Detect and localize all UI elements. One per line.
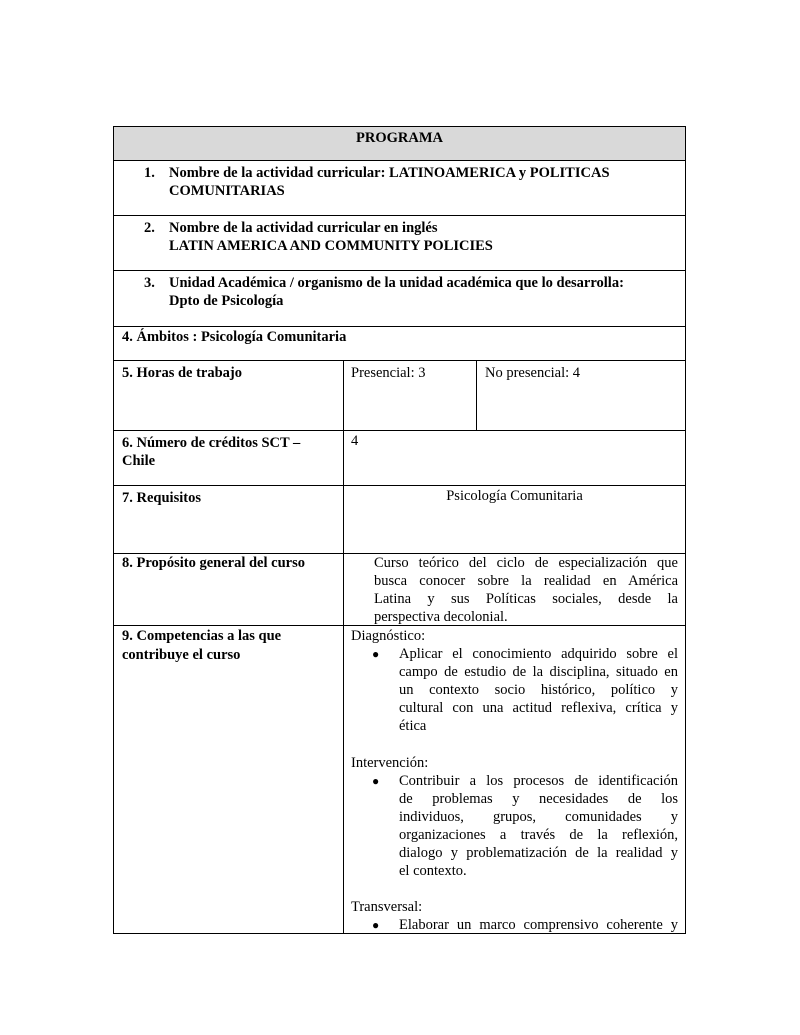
diagnostico-line: Aplicar el conocimiento adquirido sobre el [399,646,678,662]
no-presencial-value: No presencial: 4 [485,365,581,381]
bullet-icon: ● [372,774,380,788]
row-academic-unit [114,271,685,327]
intervencion-text [399,772,678,880]
row-requisitos [114,486,685,554]
bullet-icon: ● [372,647,380,661]
intervencion-line: de problemas y necesidades de los [399,791,678,807]
row-activity-name [114,161,685,216]
row-competencias [114,626,685,934]
presencial-cell [343,361,476,430]
academic-unit-value: Dpto de Psicología [169,293,284,309]
transversal-text [399,916,678,934]
creditos-label-line1: 6. Número de créditos SCT – [122,435,301,451]
proposito-line: Latina y sus Políticas sociales, desde la [374,591,678,607]
row-proposito [114,554,685,626]
diagnostico-line: cultural con una actitud reflexiva, crítica y [399,700,678,716]
proposito-line: Curso teórico del ciclo de especialización que [374,555,678,571]
transversal-heading: Transversal: [351,899,423,915]
diagnostico-line: un contexto socio histórico, político y [399,682,678,698]
ambitos-label: 4. Ámbitos : Psicología Comunitaria [122,329,347,345]
competencias-value-cell [343,626,685,934]
intervencion-line: Contribuir a los procesos de identificación [399,773,678,789]
creditos-label-line2: Chile [122,453,156,469]
header-row [114,127,685,161]
academic-unit-label: Unidad Académica / organismo de la unidad académica que lo desarrolla: [169,275,624,291]
row-activity-name-english [114,216,685,271]
diagnostico-heading: Diagnóstico: [351,628,426,644]
presencial-value: Presencial: 3 [351,365,426,381]
requisitos-label: 7. Requisitos [122,490,201,506]
proposito-label: 8. Propósito general del curso [122,555,305,571]
row-horas [114,361,685,431]
proposito-text [374,554,678,626]
no-presencial-cell [476,361,685,430]
proposito-line: perspectiva decolonial. [374,609,508,625]
diagnostico-text [399,645,678,735]
activity-name-line2: COMUNITARIAS [169,183,285,199]
intervencion-line: dialogo y problematización de la realidad y [399,845,678,861]
item-number: 3. [144,275,155,291]
proposito-value-cell [343,554,685,625]
transversal-line: Elaborar un marco comprensivo coherente y [399,917,678,933]
proposito-line: busca conocer sobre la realidad en América [374,573,678,589]
program-table [113,126,686,934]
diagnostico-line: campo de estudio de la disciplina, situado en [399,664,678,680]
table-title: PROGRAMA [356,130,443,146]
activity-name-english-value: LATIN AMERICA AND COMMUNITY POLICIES [169,238,493,254]
creditos-value: 4 [351,433,359,449]
diagnostico-line: ética [399,718,427,734]
competencias-label-line1: 9. Competencias a las que [122,628,282,644]
bullet-icon: ● [372,918,380,932]
item-number: 1. [144,165,155,181]
activity-name-line1: Nombre de la actividad curricular: LATINOAMERICA y POLITICAS [169,165,610,181]
intervencion-heading: Intervención: [351,755,429,771]
item-number: 2. [144,220,155,236]
intervencion-line: individuos, grupos, comunidades y [399,809,678,825]
intervencion-line: organizaciones a través de la reflexión, [399,827,678,843]
intervencion-line: el contexto. [399,863,467,879]
activity-name-english-label: Nombre de la actividad curricular en inglés [169,220,438,236]
requisitos-value-cell [343,486,685,553]
row-ambitos [114,327,685,361]
requisitos-value: Psicología Comunitaria [446,488,583,504]
competencias-label-line2: contribuye el curso [122,647,241,663]
horas-label: 5. Horas de trabajo [122,365,243,381]
row-creditos [114,431,685,486]
creditos-value-cell [343,431,685,485]
